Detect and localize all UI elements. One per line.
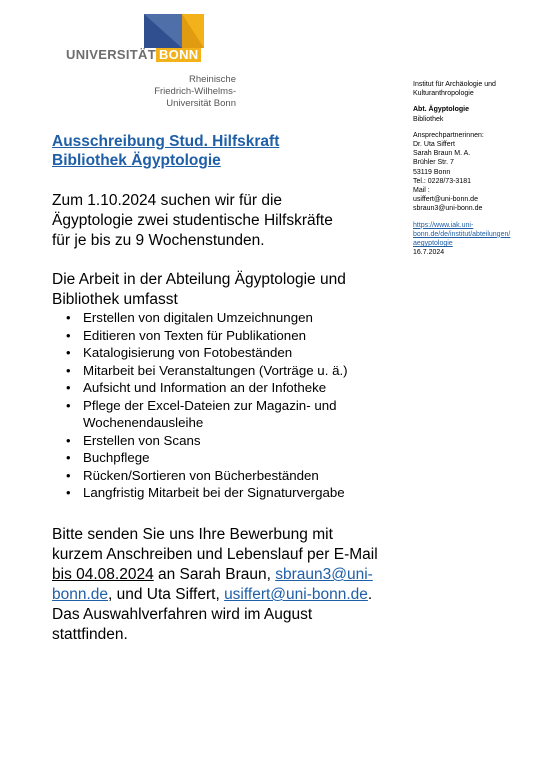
address-line: Brühler Str. 7 [413, 159, 454, 167]
work-paragraph [52, 270, 392, 310]
intro-line: Ägyptologie zwei studentische Hilfskräfte [52, 212, 333, 229]
list-item: • Erstellen von Scans [66, 432, 406, 450]
intro-line: Zum 1.10.2024 suchen wir für die [52, 192, 283, 209]
address-line: 53119 Bonn [413, 168, 451, 176]
email-braun: sbraun3@uni-bonn.de [413, 205, 483, 213]
list-item: • Pflege der Excel-Dateien zur Magazin- und Wochenendausleihe [66, 397, 406, 432]
wordmark-universitaet: UNIVERSITÄT [66, 47, 156, 62]
email-link-braun-domain[interactable]: bonn.de [52, 586, 109, 603]
website-link[interactable] [413, 221, 538, 249]
list-item: • Langfristig Mitarbeit bei der Signaturvergabe [66, 484, 406, 502]
institute-line: Kulturanthropologie [413, 90, 474, 98]
website-link-line[interactable]: https://www.iak.uni- [413, 221, 474, 229]
title-line: Bibliothek Ägyptologie [52, 152, 221, 169]
apply-line: Bitte senden Sie uns Ihre Bewerbung mit [52, 526, 333, 543]
logo-wordmark [66, 48, 201, 62]
library-name: Bibliothek [413, 115, 444, 123]
list-item: • Rücken/Sortieren von Bücherbeständen [66, 467, 406, 485]
apply-line-emails: bonn.de, und Uta Siffert, usiffert@uni-bonn.de. [52, 586, 373, 603]
logo-subtitle [106, 74, 236, 110]
list-item: • Erstellen von digitalen Umzeichnungen [66, 309, 406, 327]
work-line: Bibliothek umfasst [52, 291, 178, 308]
logo-sub-line: Friedrich-Wilhelms- [154, 86, 236, 97]
list-item: • Katalogisierung von Fotobeständen [66, 344, 406, 362]
email-siffert: usiffert@uni-bonn.de [413, 196, 478, 204]
department-name: Abt. Ägyptologie [413, 106, 469, 114]
application-paragraph [52, 525, 412, 645]
logo-sub-line: Universität Bonn [166, 98, 236, 109]
page-title [52, 132, 392, 170]
university-logo [66, 14, 236, 114]
email-link-braun[interactable]: sbraun3@uni- [275, 566, 373, 583]
apply-line: Das Auswahlverfahren wird im August [52, 606, 313, 623]
phone-number: Tel.: 0228/73-3181 [413, 177, 471, 185]
logo-sub-line: Rheinische [189, 74, 236, 85]
apply-line-deadline: bis 04.08.2024 an Sarah Braun, sbraun3@uni- [52, 566, 373, 583]
list-item: • Editieren von Texten für Publikationen [66, 327, 406, 345]
email-link-siffert[interactable]: usiffert@uni-bonn.de [224, 586, 368, 603]
website-link-line[interactable]: aegyptologie [413, 240, 453, 248]
list-item: • Mitarbeit bei Veranstaltungen (Vorträge u. ä.) [66, 362, 406, 380]
contact-person: Sarah Braun M. A. [413, 150, 471, 158]
institute-line: Institut für Archäologie und [413, 81, 496, 88]
deadline: bis 04.08.2024 [52, 566, 154, 583]
title-line: Ausschreibung Stud. Hilfskraft [52, 133, 280, 150]
task-list [66, 309, 406, 502]
intro-paragraph [52, 191, 392, 251]
apply-line: kurzem Anschreiben und Lebenslauf per E-Mail [52, 546, 378, 563]
contact-sidebar [413, 80, 538, 257]
list-item: • Buchpflege [66, 449, 406, 467]
contact-person: Dr. Uta Siffert [413, 141, 455, 149]
list-item: • Aufsicht und Information an der Infotheke [66, 379, 406, 397]
mail-label: Mail : [413, 187, 430, 195]
apply-line: stattfinden. [52, 626, 128, 643]
website-link-line[interactable]: bonn.de/de/institut/abteilungen/ [413, 230, 511, 238]
contacts-label: Ansprechpartnerinnen: [413, 131, 484, 139]
logo-mark-icon [144, 14, 204, 48]
intro-line: für je bis zu 9 Wochenstunden. [52, 232, 265, 249]
wordmark-bonn: BONN [156, 48, 201, 62]
work-line: Die Arbeit in der Abteilung Ägyptologie und [52, 271, 346, 288]
document-date: 16.7.2024 [413, 249, 445, 257]
